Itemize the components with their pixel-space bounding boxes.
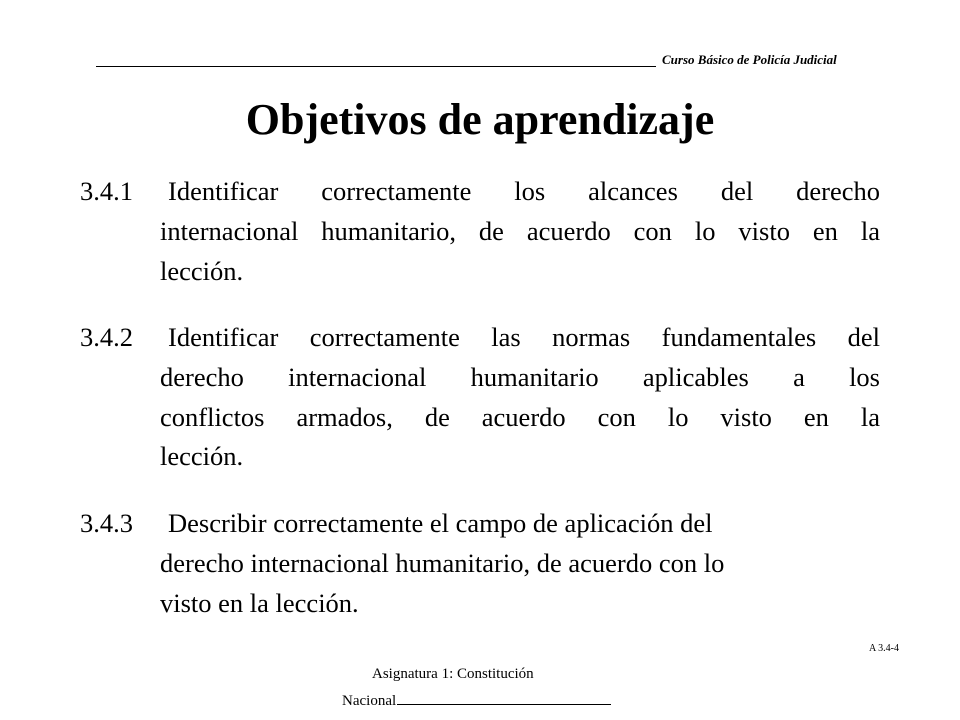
objective-number: 3.4.2	[80, 322, 133, 352]
objective-text: Identificar correctamente las normas fundamentales del	[168, 322, 880, 352]
objective-line: visto en la lección.	[160, 587, 359, 618]
footer-subject-continuation	[342, 690, 611, 710]
objective-line: conflictos armados, de acuerdo con lo visto en la	[160, 401, 880, 432]
objective-line: lección.	[160, 441, 244, 472]
footer-subject: Asignatura 1: Constitución	[372, 666, 534, 682]
objective-item	[80, 172, 880, 291]
footer-subject-cont-text: Nacional	[342, 693, 397, 709]
objective-line	[80, 504, 880, 544]
header-rule	[96, 66, 656, 67]
objective-line: derecho internacional humanitario, de acuerdo con lo	[160, 547, 725, 578]
objective-text: Describir correctamente el campo de aplicación del	[168, 508, 713, 538]
objective-line	[80, 318, 880, 358]
objective-line: internacional humanitario, de acuerdo con lo visto en la	[160, 215, 880, 246]
objective-line: derecho internacional humanitario aplicables a los	[160, 361, 880, 392]
objective-text: Identificar correctamente los alcances del derecho	[168, 176, 880, 206]
objective-line: lección.	[160, 255, 244, 286]
objective-item	[80, 504, 880, 623]
objective-line	[80, 172, 880, 212]
course-name: Curso Básico de Policía Judicial	[662, 52, 837, 67]
objective-item	[80, 318, 880, 477]
footer-underline	[397, 690, 611, 705]
slide-code: A 3.4-4	[869, 643, 899, 654]
objective-number: 3.4.3	[80, 508, 133, 538]
page-title: Objetivos de aprendizaje	[245, 95, 715, 144]
objective-number: 3.4.1	[80, 176, 133, 206]
